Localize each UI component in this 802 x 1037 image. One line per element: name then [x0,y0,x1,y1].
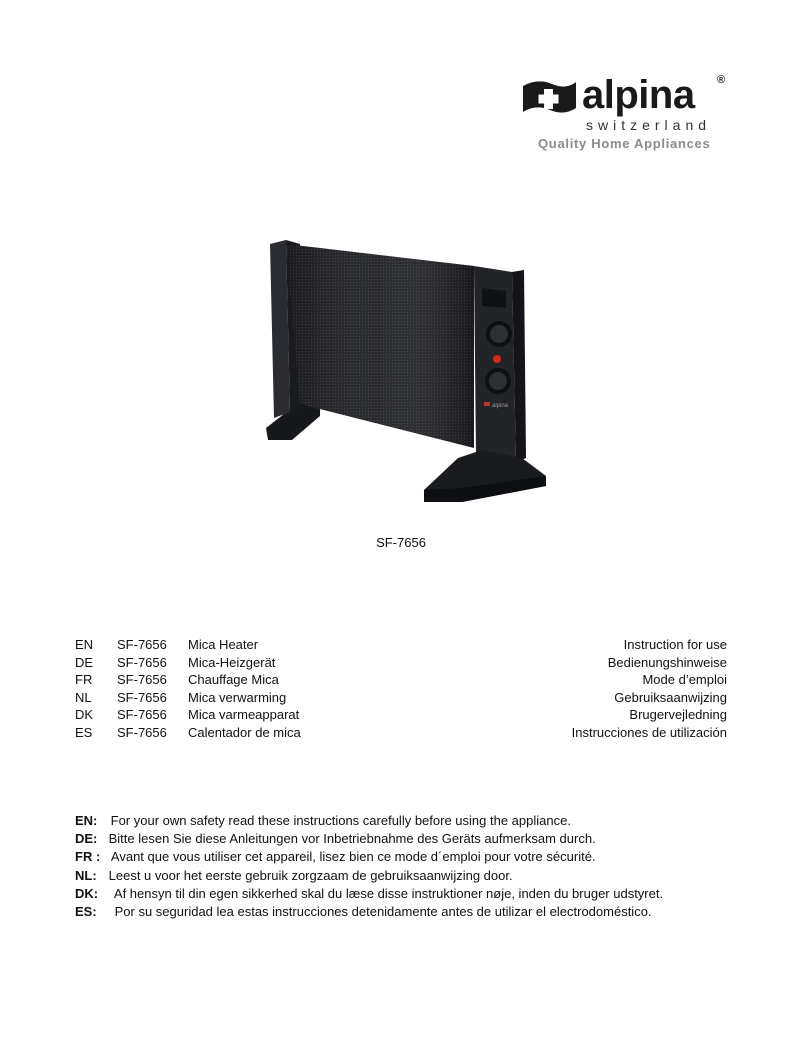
language-code: DE [75,654,94,670]
model-number: SF-7656 [117,707,167,723]
product-name: Chauffage Mica [188,672,279,688]
model-number: SF-7656 [117,724,167,740]
safety-notices [75,812,663,921]
safety-language-code: FR : [75,849,101,865]
safety-line [75,848,663,866]
safety-language-code: DE: [75,831,98,847]
safety-text: For your own safety read these instructions carefully before using the appliance. [110,813,571,828]
safety-text: Avant que vous utiliser cet appareil, lisez bien ce mode d´emploi pour votre sécurité. [110,849,596,865]
safety-language-code: ES: [75,903,97,919]
document-type: Instrucciones de utilización [571,724,727,740]
language-table [75,636,727,742]
product-model-caption: SF-7656 [376,535,426,550]
document-type: Gebruiksaanwijzing [614,689,727,705]
swiss-flag-icon [520,78,578,118]
safety-language-code: DK: [75,885,99,901]
brand-name: alpina [582,73,695,117]
safety-language-code: EN: [75,813,98,828]
language-row [75,654,727,672]
document-type: Mode d’emploi [642,672,727,688]
document-type: Bedienungshinweise [607,654,727,670]
brand-tagline: Quality Home Appliances [538,136,711,151]
language-row [75,706,727,724]
product-name: Mica verwarming [188,689,287,705]
model-number: SF-7656 [117,689,167,705]
product-name: Calentador de mica [188,724,301,740]
brand-subtitle: switzerland [586,117,712,133]
safety-line [75,830,663,848]
safety-line [75,885,663,903]
model-number: SF-7656 [117,672,167,688]
safety-text: Bitte lesen Sie diese Anleitungen vor Inbetriebnahme des Geräts aufmerksam durch. [108,831,596,847]
safety-text: Leest u voor het eerste gebruik zorgzaam de gebruiksaanwijzing door. [108,867,513,883]
language-code: ES [75,724,93,740]
product-name: Mica-Heizgerät [188,654,276,670]
safety-text: Por su seguridad lea estas instrucciones detenidamente antes de utilizar el electrodoméstico. [114,903,652,919]
product-image [262,236,552,513]
language-row [75,636,727,654]
language-row [75,671,727,689]
safety-line [75,812,663,830]
language-code: FR [75,672,93,688]
safety-line [75,867,663,885]
language-row [75,724,727,742]
product-name: Mica varmeapparat [188,707,300,723]
language-row [75,689,727,707]
svg-text:alpina: alpina [492,403,509,409]
brand-logo [520,72,730,156]
safety-language-code: NL: [75,867,97,883]
product-name: Mica Heater [188,637,259,652]
document-type: Brugervejledning [629,707,727,723]
model-number: SF-7656 [117,637,167,652]
language-code: EN [75,637,94,652]
safety-line [75,903,663,921]
model-number: SF-7656 [117,654,167,670]
registered-mark: ® [717,74,726,86]
indicator-light [493,355,501,363]
language-code: DK [75,707,94,723]
document-type: Instruction for use [623,637,727,652]
language-code: NL [75,689,92,705]
safety-text: Af hensyn til din egen sikkerhed skal du læse disse instruktioner nøje, inden du bruger udstyret. [113,885,664,901]
